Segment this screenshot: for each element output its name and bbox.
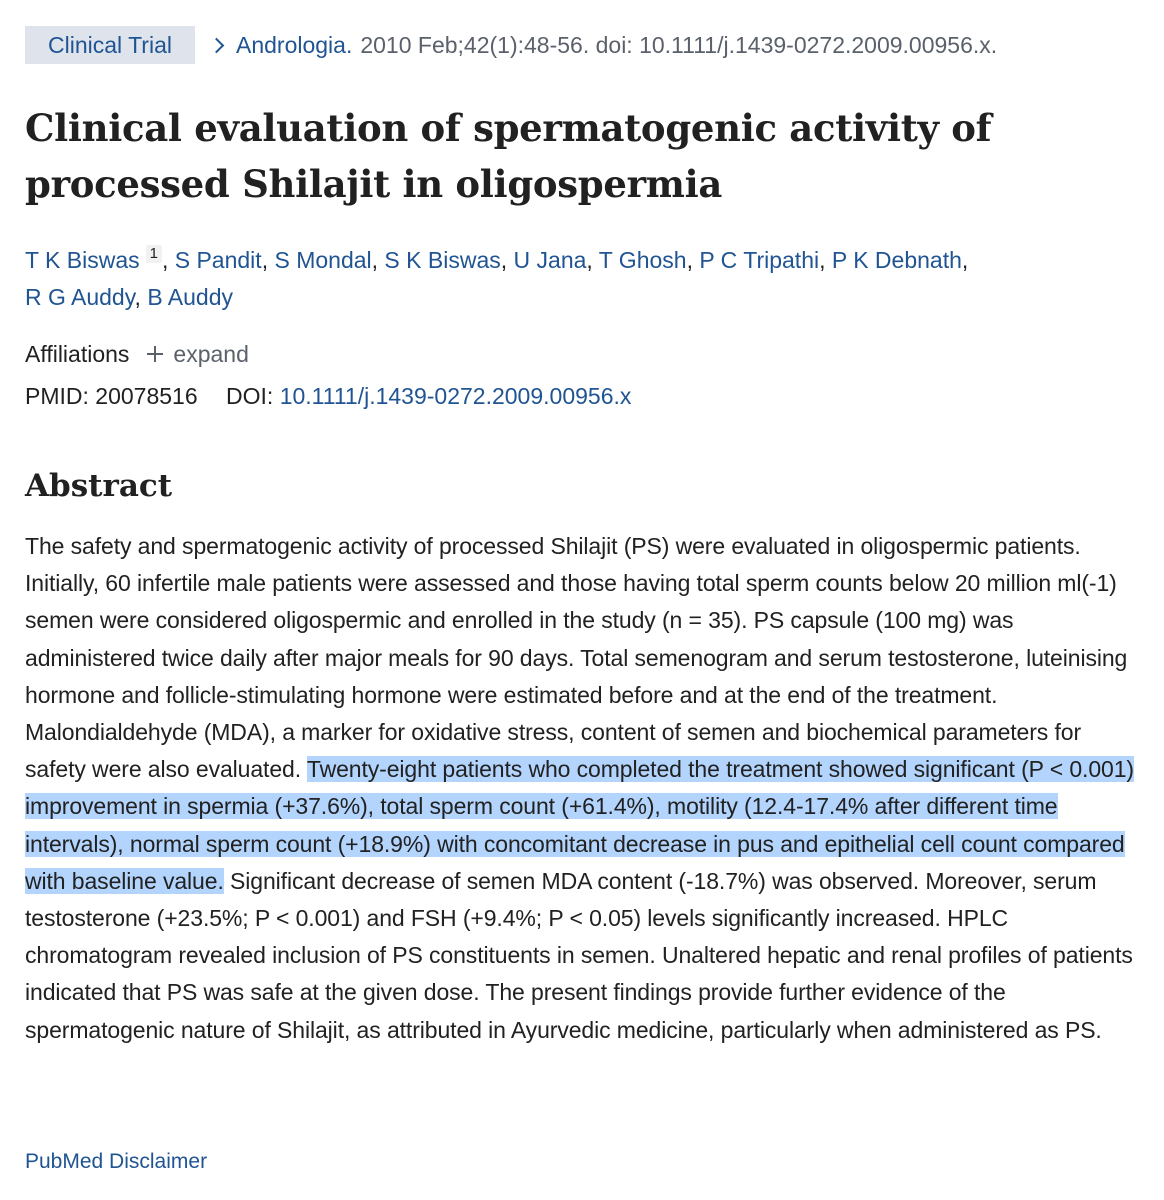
identifiers-row (25, 380, 631, 412)
author-link[interactable]: P K Debnath (831, 247, 962, 273)
abstract-heading: Abstract (25, 468, 173, 504)
citation-row (25, 26, 1144, 64)
pubmed-disclaimer-link[interactable]: PubMed Disclaimer (25, 1150, 208, 1173)
abstract-text-after: Significant decrease of semen MDA content (-18.7%) was observed. Moreover, serum testosterone (+23.5%; P < 0.001) and FSH (+9.4%; P < 0.05) levels significantly increased. HPLC chromatogram revealed inclusion of PS constituents in semen. Unaltered hepatic and renal profiles of patients indicated that PS was safe at the given dose. The present findings provide further evidence of the spermatogenic nature of Shilajit, as attributed in Ayurvedic medicine, particularly when administered as PS. (25, 867, 1133, 1043)
chevron-right-icon (209, 38, 225, 54)
abstract-selected-text: Twenty-eight patients who completed the treatment showed significant (P < 0.001) improvement in spermia (+37.6%), total sperm count (+61.4%), motility (12.4-17.4% after different time intervals), normal sperm count (+18.9%) with concomitant decrease in pus and epithelial cell count compared with baseline value. (25, 756, 1134, 894)
author-link[interactable]: S K Biswas (384, 247, 501, 273)
pmid-label: PMID: (25, 383, 89, 409)
citation-details: 2010 Feb;42(1):48-56. doi: 10.1111/j.1439-0272.2009.00956.x. (360, 31, 998, 58)
journal-link[interactable]: Andrologia. (235, 31, 353, 58)
author-link[interactable]: U Jana (513, 247, 587, 273)
author-link[interactable]: S Mondal (274, 247, 372, 273)
author-link[interactable]: R G Auddy (25, 284, 135, 310)
affiliations-row (25, 338, 249, 370)
expand-label: expand (173, 341, 249, 367)
plus-icon (147, 346, 163, 362)
author-link[interactable]: T K Biswas (25, 247, 140, 273)
author-list: T K Biswas 1 , S Pandit, S Mondal, S K Biswas, U Jana, T Ghosh, P C Tripathi, P K Debnath, R G Auddy, B Auddy (25, 245, 969, 310)
affiliation-ref[interactable]: 1 (146, 245, 162, 263)
doi-label: DOI: (226, 383, 274, 409)
publication-type-badge[interactable]: Clinical Trial (25, 26, 195, 64)
doi-link[interactable]: 10.1111/j.1439-0272.2009.00956.x (279, 383, 632, 409)
article-title: Clinical evaluation of spermatogenic activity of processed Shilajit in oligospermia (25, 106, 992, 206)
author-link[interactable]: B Auddy (147, 284, 233, 310)
author-link[interactable]: T Ghosh (598, 247, 687, 273)
abstract-text (25, 528, 1137, 1049)
author-link[interactable]: S Pandit (174, 247, 262, 273)
expand-affiliations-button[interactable] (147, 338, 248, 370)
pmid-value: 20078516 (95, 383, 198, 409)
affiliations-label: Affiliations (25, 341, 130, 367)
abstract-text-before: The safety and spermatogenic activity of processed Shilajit (PS) were evaluated in oligospermic patients. Initially, 60 infertile male patients were assessed and those having total sperm counts below 20 million ml(-1) semen were considered oligospermic and enrolled in the study (n = 35). PS capsule (100 mg) was administered twice daily after major meals for 90 days. Total semenogram and serum testosterone, luteinising hormone and follicle-stimulating hormone were estimated before and at the end of the treatment. Malondialdehyde (MDA), a marker for oxidative stress, content of semen and biochemical parameters for safety were also evaluated. (25, 533, 1128, 783)
author-link[interactable]: P C Tripathi (699, 247, 820, 273)
